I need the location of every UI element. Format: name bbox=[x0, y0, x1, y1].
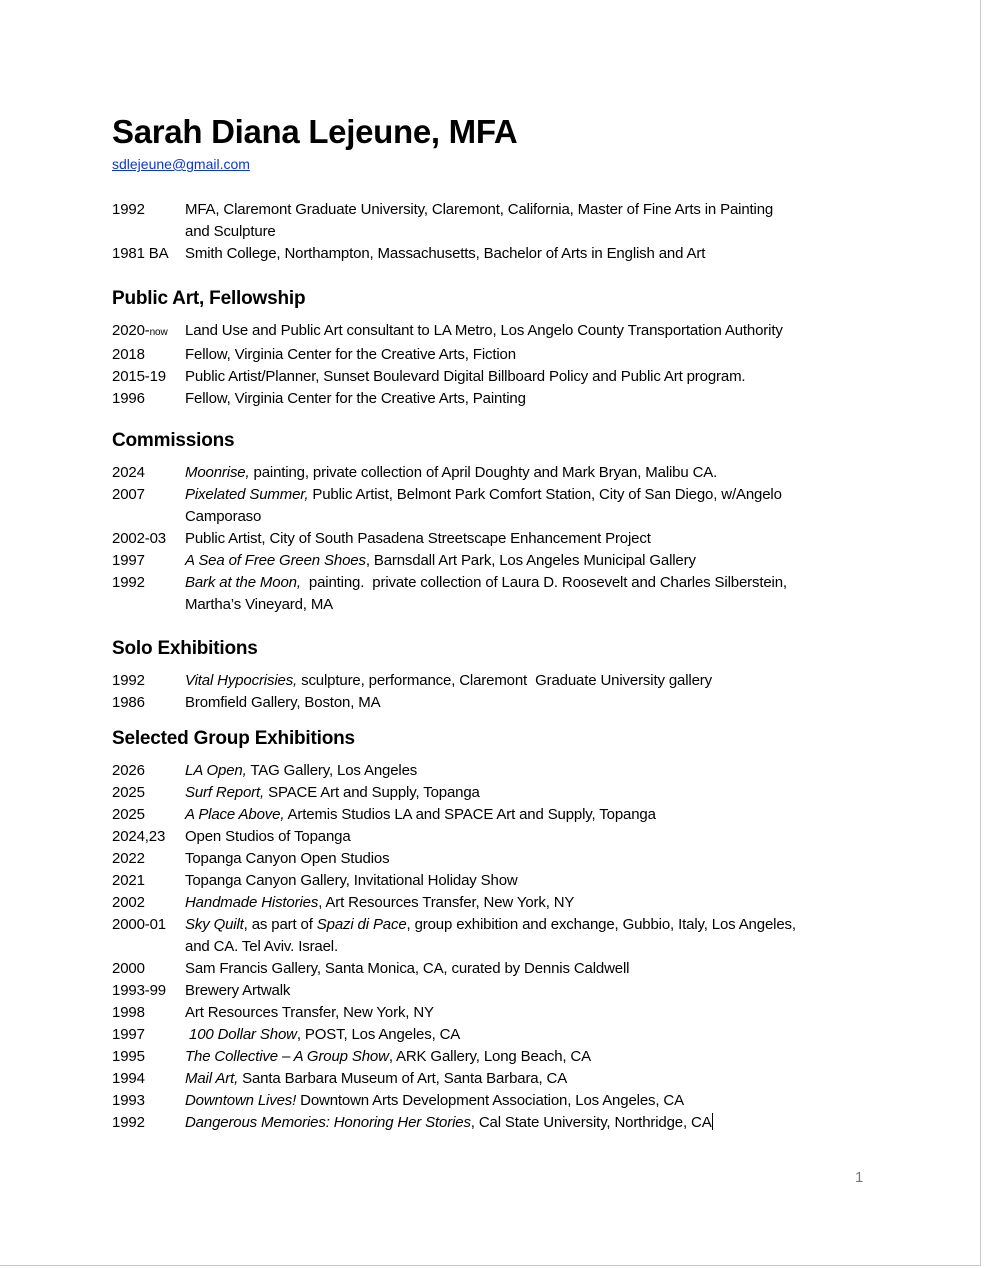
entry-row bbox=[112, 760, 796, 782]
entry-description bbox=[185, 528, 651, 550]
entry-description bbox=[185, 804, 656, 826]
entry-description bbox=[185, 550, 696, 572]
entry-text: MFA, Claremont Graduate University, Claremont, California, Master of Fine Arts in Painting bbox=[185, 201, 774, 218]
entry-year bbox=[112, 484, 185, 528]
work-title: A Place Above, bbox=[185, 806, 285, 823]
entry-row bbox=[112, 320, 783, 344]
year-text: 2025 bbox=[112, 784, 145, 801]
entry-line bbox=[185, 760, 417, 782]
year-text: 2025 bbox=[112, 806, 145, 823]
entry-line bbox=[185, 366, 745, 388]
entry-text: , Barnsdall Art Park, Los Angeles Municipal Gallery bbox=[365, 552, 696, 569]
year-text: 2024,23 bbox=[112, 828, 166, 845]
entry-year bbox=[112, 1068, 185, 1090]
entry-line bbox=[185, 1002, 434, 1024]
year-text: 1997 bbox=[112, 1026, 145, 1043]
entry-row bbox=[112, 1024, 796, 1046]
entry-row bbox=[112, 1046, 796, 1068]
section-heading: Commissions bbox=[112, 430, 235, 451]
entry-row bbox=[112, 804, 796, 826]
entry-year bbox=[112, 760, 185, 782]
entry-year bbox=[112, 528, 185, 550]
entry-description bbox=[185, 199, 773, 243]
entry-year bbox=[112, 344, 185, 366]
entry-line bbox=[185, 1024, 460, 1046]
entry-line bbox=[185, 506, 782, 528]
year-text: 1993-99 bbox=[112, 982, 166, 999]
work-title: Spazi di Pace bbox=[316, 916, 407, 933]
entry-year bbox=[112, 848, 185, 870]
entry-description bbox=[185, 484, 782, 528]
entry-description bbox=[185, 1046, 591, 1068]
entry-year bbox=[112, 199, 185, 243]
year-text: 1981 BA bbox=[112, 245, 169, 262]
work-title: The Collective – A Group Show bbox=[185, 1048, 389, 1065]
entry-text: Martha’s Vineyard, MA bbox=[185, 596, 334, 613]
entry-text: Santa Barbara Museum of Art, Santa Barbara, CA bbox=[238, 1070, 568, 1087]
entry-line bbox=[185, 826, 351, 848]
entry-line bbox=[185, 344, 516, 366]
resume-title: Sarah Diana Lejeune, MFA bbox=[112, 113, 518, 150]
text-cursor bbox=[712, 1113, 713, 1130]
entry-year bbox=[112, 366, 185, 388]
entry-year bbox=[112, 670, 185, 692]
entry-year bbox=[112, 892, 185, 914]
section-education bbox=[112, 199, 773, 265]
section-heading: Solo Exhibitions bbox=[112, 638, 258, 659]
entry-text: , ARK Gallery, Long Beach, CA bbox=[388, 1048, 591, 1065]
entry-text: Downtown Arts Development Association, Los Angeles, CA bbox=[296, 1092, 684, 1109]
entry-year bbox=[112, 1002, 185, 1024]
work-title: 100 Dollar Show bbox=[185, 1026, 297, 1043]
entry-description bbox=[185, 462, 717, 484]
entry-description bbox=[185, 243, 705, 265]
entry-row bbox=[112, 958, 796, 980]
entry-year bbox=[112, 320, 185, 344]
entry-text: Topanga Canyon Open Studios bbox=[185, 850, 390, 867]
page-number: 1 bbox=[855, 1169, 864, 1186]
entry-year bbox=[112, 1090, 185, 1112]
entry-text: Sam Francis Gallery, Santa Monica, CA, curated by Dennis Caldwell bbox=[185, 960, 630, 977]
section-heading: Public Art, Fellowship bbox=[112, 288, 306, 309]
entry-row bbox=[112, 199, 773, 243]
entry-line bbox=[185, 1112, 713, 1134]
entry-row bbox=[112, 484, 787, 528]
section-selected-group-exhibitions bbox=[112, 726, 796, 1134]
entry-text: , POST, Los Angeles, CA bbox=[296, 1026, 461, 1043]
entry-line bbox=[185, 692, 380, 714]
year-text: 2000-01 bbox=[112, 916, 166, 933]
entry-year bbox=[112, 550, 185, 572]
entry-year bbox=[112, 388, 185, 410]
year-text: 2002 bbox=[112, 894, 145, 911]
entry-row bbox=[112, 848, 796, 870]
entry-year bbox=[112, 804, 185, 826]
entry-row bbox=[112, 914, 796, 958]
entry-description bbox=[185, 1024, 460, 1046]
entry-line bbox=[185, 848, 389, 870]
entry-row bbox=[112, 243, 773, 265]
entry-line bbox=[185, 572, 787, 594]
entry-description bbox=[185, 892, 574, 914]
entry-line bbox=[185, 243, 705, 265]
section-commissions bbox=[112, 428, 787, 616]
entry-line bbox=[185, 462, 717, 484]
entry-text: Artemis Studios LA and SPACE Art and Supply, Topanga bbox=[284, 806, 656, 823]
entry-description bbox=[185, 1068, 567, 1090]
entry-row bbox=[112, 1068, 796, 1090]
entry-year bbox=[112, 958, 185, 980]
entry-year bbox=[112, 980, 185, 1002]
work-title: Pixelated Summer, bbox=[185, 486, 309, 503]
entry-text: painting. private collection of Laura D. Roosevelt and Charles Silberstein, bbox=[300, 574, 787, 591]
entry-line bbox=[185, 550, 696, 572]
year-text: 2024 bbox=[112, 464, 145, 481]
entry-line bbox=[185, 1046, 591, 1068]
entry-line bbox=[185, 914, 796, 936]
entry-row bbox=[112, 550, 787, 572]
entry-year bbox=[112, 243, 185, 265]
entry-text: Open Studios of Topanga bbox=[185, 828, 351, 845]
entry-year bbox=[112, 826, 185, 848]
work-title: Mail Art, bbox=[185, 1070, 239, 1087]
work-title: Moonrise, bbox=[185, 464, 250, 481]
entry-text: , as part of bbox=[243, 916, 317, 933]
work-title: A Sea of Free Green Shoes bbox=[185, 552, 366, 569]
entry-row bbox=[112, 388, 783, 410]
entry-row bbox=[112, 892, 796, 914]
entry-line bbox=[185, 528, 651, 550]
entry-text: painting, private collection of April Doughty and Mark Bryan, Malibu CA. bbox=[249, 464, 718, 481]
entry-row bbox=[112, 980, 796, 1002]
entry-text: Fellow, Virginia Center for the Creative Arts, Painting bbox=[185, 390, 526, 407]
entry-line bbox=[185, 936, 796, 958]
entry-text: Topanga Canyon Gallery, Invitational Holiday Show bbox=[185, 872, 518, 889]
entry-text: Public Artist, Belmont Park Comfort Station, City of San Diego, w/Angelo bbox=[308, 486, 782, 503]
entry-row bbox=[112, 826, 796, 848]
entry-line bbox=[185, 320, 783, 342]
entry-line bbox=[185, 1068, 567, 1090]
entry-row bbox=[112, 366, 783, 388]
work-title: Handmade Histories bbox=[185, 894, 319, 911]
entry-line bbox=[185, 594, 787, 616]
entry-row bbox=[112, 692, 712, 714]
year-text: 2000 bbox=[112, 960, 145, 977]
entry-description bbox=[185, 1090, 684, 1112]
entry-description bbox=[185, 980, 290, 1002]
year-text: 1992 bbox=[112, 672, 145, 689]
year-text: 1993 bbox=[112, 1092, 145, 1109]
year-text: 1998 bbox=[112, 1004, 145, 1021]
year-text: 2020- bbox=[112, 322, 150, 339]
entry-description bbox=[185, 320, 783, 344]
entry-row bbox=[112, 782, 796, 804]
entry-line bbox=[185, 980, 290, 1002]
entry-text: sculpture, performance, Claremont Graduate University gallery bbox=[297, 672, 712, 689]
entry-line bbox=[185, 199, 773, 221]
work-title: Dangerous Memories: Honoring Her Stories bbox=[185, 1114, 471, 1131]
entry-text: and Sculpture bbox=[185, 223, 276, 240]
entry-year bbox=[112, 870, 185, 892]
work-title: LA Open, bbox=[185, 762, 247, 779]
entry-row bbox=[112, 344, 783, 366]
entry-line bbox=[185, 870, 518, 892]
entry-text: and CA. Tel Aviv. Israel. bbox=[185, 938, 338, 955]
entry-row bbox=[112, 462, 787, 484]
year-text: 1986 bbox=[112, 694, 145, 711]
year-text: 1992 bbox=[112, 574, 145, 591]
year-text: 1995 bbox=[112, 1048, 145, 1065]
entry-description bbox=[185, 670, 712, 692]
section-public-art-fellowship bbox=[112, 286, 783, 410]
work-title: Vital Hypocrisies, bbox=[185, 672, 298, 689]
entry-description bbox=[185, 1002, 434, 1024]
entry-row bbox=[112, 572, 787, 616]
entry-text: Bromfield Gallery, Boston, MA bbox=[185, 694, 381, 711]
entry-text: TAG Gallery, Los Angeles bbox=[246, 762, 418, 779]
entry-text: Public Artist/Planner, Sunset Boulevard Digital Billboard Policy and Public Art program. bbox=[185, 368, 746, 385]
entry-description bbox=[185, 870, 518, 892]
entry-year bbox=[112, 1024, 185, 1046]
year-text: 2026 bbox=[112, 762, 145, 779]
year-text: 2021 bbox=[112, 872, 145, 889]
year-text: 1996 bbox=[112, 390, 145, 407]
entry-description bbox=[185, 388, 526, 410]
entry-description bbox=[185, 958, 629, 980]
work-title: Bark at the Moon, bbox=[185, 574, 301, 591]
entry-line bbox=[185, 892, 574, 914]
entry-year bbox=[112, 572, 185, 616]
entry-row bbox=[112, 870, 796, 892]
entry-text: Art Resources Transfer, New York, NY bbox=[185, 1004, 434, 1021]
year-text: 2015-19 bbox=[112, 368, 166, 385]
entry-text: Public Artist, City of South Pasadena Streetscape Enhancement Project bbox=[185, 530, 651, 547]
section-solo-exhibitions bbox=[112, 636, 712, 714]
entry-description bbox=[185, 572, 787, 616]
work-title: Downtown Lives! bbox=[185, 1092, 297, 1109]
entry-line bbox=[185, 782, 480, 804]
entry-line bbox=[185, 388, 526, 410]
entry-description bbox=[185, 848, 389, 870]
year-text: 1997 bbox=[112, 552, 145, 569]
year-text: 2022 bbox=[112, 850, 145, 867]
entry-line bbox=[185, 221, 773, 243]
entry-text: Fellow, Virginia Center for the Creative Arts, Fiction bbox=[185, 346, 516, 363]
entry-line bbox=[185, 958, 629, 980]
entry-text: , group exhibition and exchange, Gubbio, Italy, Los Angeles, bbox=[406, 916, 796, 933]
entry-description bbox=[185, 760, 417, 782]
entry-description bbox=[185, 1112, 713, 1134]
year-text: 2018 bbox=[112, 346, 145, 363]
entry-line bbox=[185, 1090, 684, 1112]
year-text: 2002-03 bbox=[112, 530, 166, 547]
entry-row bbox=[112, 1112, 796, 1134]
year-text: 1992 bbox=[112, 1114, 145, 1131]
entry-row bbox=[112, 1090, 796, 1112]
entry-text: , Cal State University, Northridge, CA bbox=[470, 1114, 712, 1131]
entry-description bbox=[185, 692, 380, 714]
entry-row bbox=[112, 528, 787, 550]
year-text: 1992 bbox=[112, 201, 145, 218]
entry-year bbox=[112, 692, 185, 714]
entry-description bbox=[185, 366, 745, 388]
entry-text: Land Use and Public Art consultant to LA Metro, Los Angelo County Transportation Authority bbox=[185, 322, 783, 339]
entry-year bbox=[112, 1046, 185, 1068]
entry-year bbox=[112, 462, 185, 484]
section-heading: Selected Group Exhibitions bbox=[112, 728, 355, 749]
entry-row bbox=[112, 670, 712, 692]
entry-row bbox=[112, 1002, 796, 1024]
entry-text: Brewery Artwalk bbox=[185, 982, 291, 999]
entry-description bbox=[185, 826, 351, 848]
year-suffix: now bbox=[149, 327, 168, 338]
entry-line bbox=[185, 804, 656, 826]
entry-text: SPACE Art and Supply, Topanga bbox=[264, 784, 480, 801]
entry-text: Smith College, Northampton, Massachusetts, Bachelor of Arts in English and Art bbox=[185, 245, 706, 262]
entry-description bbox=[185, 782, 480, 804]
work-title: Surf Report, bbox=[185, 784, 265, 801]
year-text: 2007 bbox=[112, 486, 145, 503]
entry-text: Camporaso bbox=[185, 508, 262, 525]
entry-year bbox=[112, 914, 185, 958]
entry-description bbox=[185, 344, 516, 366]
entry-year bbox=[112, 1112, 185, 1134]
entry-text: , Art Resources Transfer, New York, NY bbox=[318, 894, 575, 911]
entry-description bbox=[185, 914, 796, 958]
email-link[interactable]: sdlejeune@gmail.com bbox=[112, 156, 250, 172]
year-text: 1994 bbox=[112, 1070, 145, 1087]
entry-line bbox=[185, 484, 782, 506]
entry-year bbox=[112, 782, 185, 804]
entry-line bbox=[185, 670, 712, 692]
work-title: Sky Quilt bbox=[185, 916, 244, 933]
